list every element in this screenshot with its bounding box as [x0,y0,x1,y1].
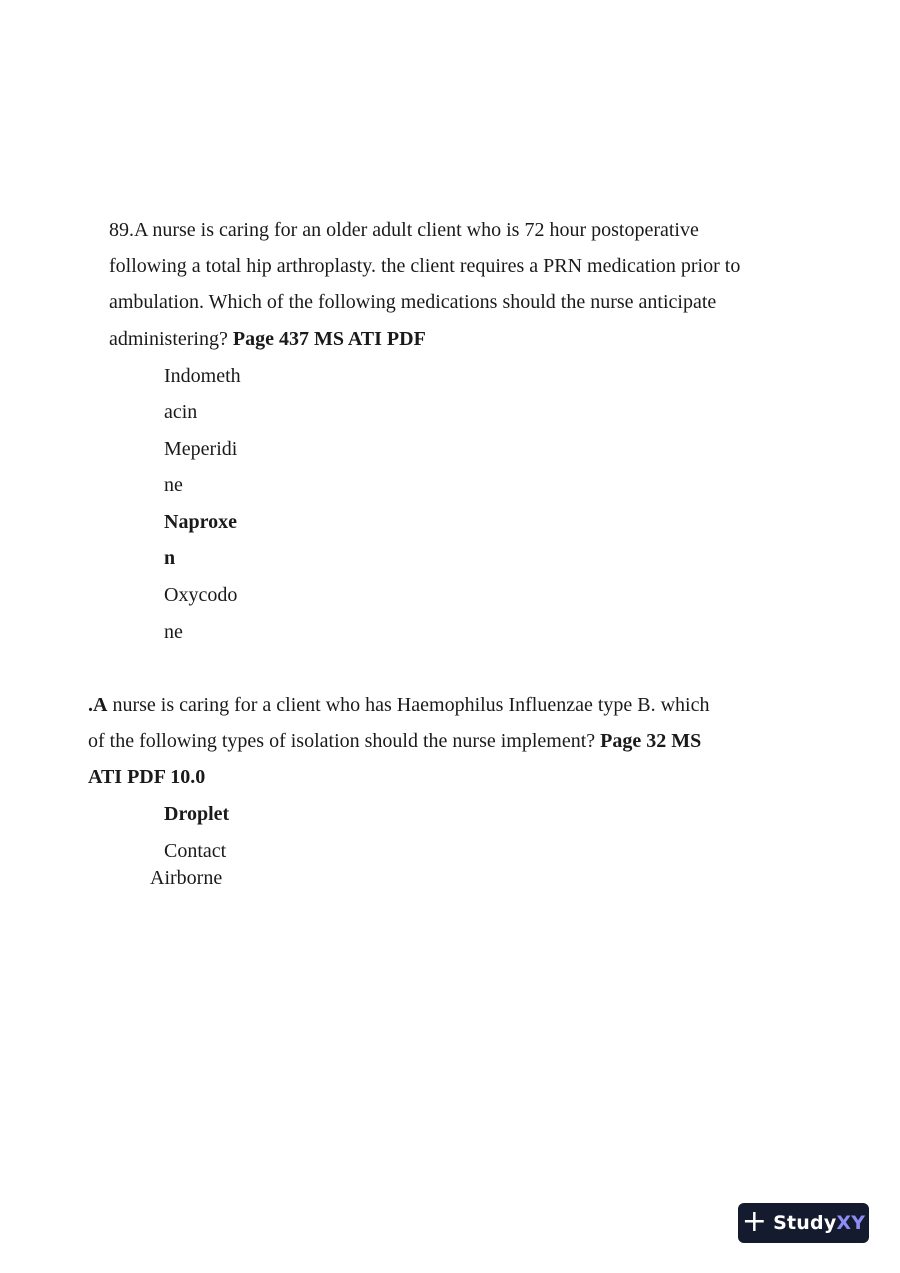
option-meperidine-part-1: Meperidi [164,438,238,460]
question-90-reference-1: Page 32 MS [600,730,702,752]
option-oxycodone-part-2: ne [164,621,183,643]
logo-text-study: Study [773,1212,837,1234]
option-indomethacin-part-1: Indometh [164,365,241,387]
question-89-line-1: 89.A nurse is caring for an older adult client who is 72 hour postoperative [109,219,699,241]
option-naproxen-answer-part-2: n [164,547,176,569]
studyxy-logo[interactable] [738,1203,869,1243]
option-oxycodone-part-1: Oxycodo [164,584,238,606]
option-indomethacin-part-2: acin [164,401,198,423]
question-90-line-1 [88,693,710,717]
question-90-prefix: .A [88,694,108,716]
option-droplet-answer: Droplet [164,803,230,825]
question-90-text-1: nurse is caring for a client who has Haemophilus Influenzae type B. which [107,694,710,716]
plus-icon: + [741,1203,768,1239]
option-naproxen-answer-part-1: Naproxe [164,511,237,533]
question-90-reference-2: ATI PDF 10.0 [88,766,206,788]
logo-text-xy: XY [836,1212,866,1234]
option-airborne: Airborne [150,867,223,889]
option-meperidine-part-2: ne [164,474,183,496]
question-89-line-3: ambulation. Which of the following medications should the nurse anticipate [109,291,717,313]
option-contact: Contact [164,840,227,862]
question-89-text: administering? [109,328,233,350]
question-89-line-4 [109,327,426,351]
question-90-text-2: of the following types of isolation should the nurse implement? [88,730,601,752]
question-89-line-2: following a total hip arthroplasty. the client requires a PRN medication prior to [109,255,741,277]
question-90-line-2 [88,729,701,753]
question-89-reference: Page 437 MS ATI PDF [232,328,426,350]
